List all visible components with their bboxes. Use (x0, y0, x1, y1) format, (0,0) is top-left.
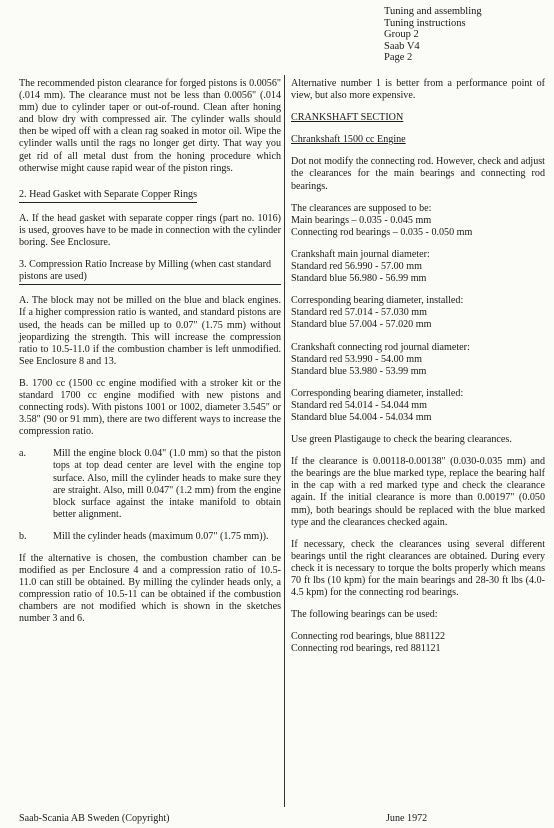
section-title (291, 112, 545, 124)
footer-copyright: Saab-Scania AB Sweden (Copyright) (19, 813, 170, 824)
paragraph: If the alternative is chosen, the combustion chamber can be modified as per Enclosure 4 and a compression ratio of 10.5-11.0 can still be obtained. By milling the cylinder heads only, a compression ratio of 10.5-11 can be obtained if the combustion chambers are not modified which is shown in the sketches number 3 and 6. (19, 553, 281, 625)
paragraph: Dot not modify the connecting rod. However, check and adjust the clearances for the main bearings and connecting rod bearings. (291, 156, 545, 192)
list-text: Mill the engine block 0.04" (1.0 mm) so that the piston tops at top dead center are level with the engine top surface. Also, mill the cylinder heads to make sure they are straight. Also, mill 0.047" (1.2 mm) from the engine block surface against the intake manifold to obtain better alignment. (53, 448, 281, 520)
paragraph: Use green Plastigauge to check the bearing clearances. (291, 434, 512, 446)
paragraph: Alternative number 1 is better from a performance point of view, but also more expensive. (291, 78, 545, 102)
spec-block (291, 249, 545, 285)
spec-title: Corresponding bearing diameter, installed: (291, 387, 464, 399)
section-heading (19, 259, 281, 285)
column-divider (284, 75, 285, 807)
header-line: Tuning and assembling (384, 6, 482, 17)
header-line: Page 2 (384, 52, 413, 64)
page-header (384, 6, 482, 64)
list-item (19, 448, 281, 521)
spec-line: Standard blue 56.980 - 56.99 mm (291, 273, 427, 285)
subsection-title-text: Chrankshaft 1500 cc Engine (291, 134, 406, 146)
heading-text: 3. Compression Ratio Increase by Milling (when cast standard pistons are used) (19, 259, 281, 285)
bearing-line: Connecting rod bearings, blue 881122 (291, 631, 446, 643)
spec-block (291, 342, 545, 378)
paragraph: A. The block may not be milled on the blue and black engines. If a higher compression ratio is wanted, and standard pistons are used, the heads can be milled up to 0.07" (1.75 mm) without jeopardizing the strength. This will increase the compression ratio to 10.5-11.0 if the combustion chamber is left unmodified. See Enclosure 8 and 13. (19, 295, 281, 367)
subsection-title (291, 134, 545, 146)
section-title-text: CRANKSHAFT SECTION (291, 112, 404, 124)
spec-title: Corresponding bearing diameter, installed: (291, 295, 464, 307)
spec-block (291, 203, 545, 239)
spec-block (291, 388, 545, 424)
paragraph: The following bearings can be used: (291, 609, 438, 621)
header-line: Tuning instructions (384, 17, 466, 29)
spec-line: Standard blue 57.004 - 57.020 mm (291, 319, 432, 331)
paragraph: A. If the head gasket with separate copper rings (part no. 1016) is used, grooves have to be made in connection with the cylinder boring. See Enclosure. (19, 212, 281, 249)
left-column (19, 78, 281, 636)
section-heading (19, 189, 281, 203)
spec-line: Connecting rod bearings – 0.035 - 0.050 mm (291, 226, 473, 238)
spec-line: Standard blue 53.980 - 53.99 mm (291, 365, 427, 377)
spec-line: Standard red 54.014 - 54.044 mm (291, 399, 427, 411)
list-text: Mill the cylinder heads (maximum 0.07" (1.75 mm)). (53, 530, 269, 542)
list-marker: a. (19, 448, 27, 460)
spec-line: Standard red 56.990 - 57.00 mm (291, 261, 422, 273)
spec-line: Standard red 53.990 - 54.00 mm (291, 353, 422, 365)
header-line: Group 2 (384, 29, 419, 41)
paragraph: The recommended piston clearance for forged pistons is 0.0056" (.014 mm). The clearance must not be less than 0.0056" (.014 mm) due to cylinder taper or out-of-round. Clean after honing and blow dry with compressed air. The cylinder walls should then be wiped off with a clean rag soaked in motor oil. Wipe the cylinder walls until the rags no longer get dirty. That way you get rid of all metal dust from the honing procedure which otherwise might cause rapid wear of the piston rings. (19, 78, 281, 174)
spec-title: The clearances are supposed to be: (291, 202, 432, 214)
header-line: Saab V4 (384, 40, 420, 52)
spec-title: Crankshaft connecting rod journal diameter: (291, 341, 470, 353)
list-item (19, 531, 281, 543)
heading-text: 2. Head Gasket with Separate Copper Rings (19, 189, 197, 203)
paragraph: If necessary, check the clearances using several different bearings until the right clearances are obtained. During every check it is necessary to torque the bolts properly which means 70 ft lbs (10 kpm) for the main bearings and 28-30 ft lbs (4.0-4.5 kpm) for the connecting rod bearings. (291, 538, 545, 599)
spec-title: Crankshaft main journal diameter: (291, 248, 430, 260)
bearing-list (291, 631, 545, 655)
spec-line: Standard blue 54.004 - 54.034 mm (291, 411, 432, 423)
spec-line: Standard red 57.014 - 57.030 mm (291, 307, 427, 319)
right-column (291, 78, 545, 665)
paragraph: If the clearance is 0.00118-0.00138" (0.030-0.035 mm) and the bearings are the blue marked type, replace the bearing half in the cap with a red marked type and check the clearance again. If the initial clearance is more than 0.00197" (0.050 mm), both bearings should be replaced with the blue marked type and the clearances checked again. (291, 456, 545, 528)
spec-block (291, 295, 545, 331)
bearing-line: Connecting rod bearings, red 881121 (291, 643, 441, 655)
spec-line: Main bearings – 0.035 - 0.045 mm (291, 214, 432, 226)
list-marker: b. (19, 530, 27, 542)
footer-date: June 1972 (386, 813, 428, 824)
paragraph: B. 1700 cc (1500 cc engine modified with a stroker kit or the standard 1700 cc engine modified with new pistons and connecting rods). With pistons 1001 or 1002, diameter 3.545" or 3.58" (90 or 91 mm), there are two different ways to increase the compression ratio. (19, 377, 281, 438)
